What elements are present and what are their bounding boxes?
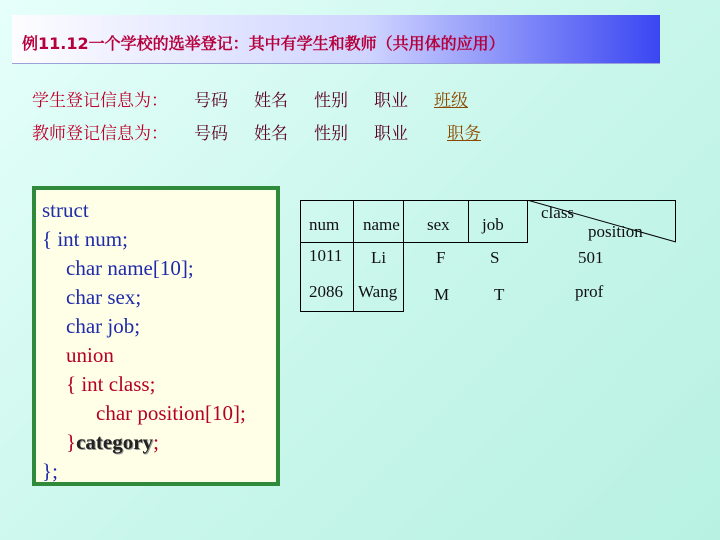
row2-name: Wang <box>358 282 398 301</box>
col-divider-1 <box>353 200 354 312</box>
table-header-rule <box>300 242 528 243</box>
title-bar <box>12 15 660 63</box>
teacher-field-occupation: 职业 <box>374 124 408 144</box>
teacher-field-gender: 性别 <box>314 124 348 144</box>
header-class: class <box>541 203 575 222</box>
code-line-class: { int class; <box>66 372 156 396</box>
student-field-number: 号码 <box>194 91 228 111</box>
code-line-num: { int num; <box>42 227 128 251</box>
row1-name: Li <box>371 248 387 267</box>
header-name: name <box>363 215 400 234</box>
header-num: num <box>309 215 340 234</box>
row2-num: 2086 <box>309 282 343 301</box>
row2-category: prof <box>575 282 604 301</box>
table-border-bottom <box>300 311 404 312</box>
row1-job: S <box>490 248 500 267</box>
header-job: job <box>482 215 504 234</box>
teacher-field-position: 职务 <box>447 124 481 144</box>
student-field-gender: 性别 <box>314 91 348 111</box>
header-position: position <box>588 222 643 241</box>
slide-title: 例11.12一个学校的选举登记：其中有学生和教师（共用体的应用） <box>22 34 505 53</box>
code-line-union: union <box>66 343 114 367</box>
student-line-label: 学生登记信息为： <box>32 91 168 111</box>
struct-code-box <box>32 186 280 486</box>
code-semicolon: ; <box>153 430 159 454</box>
row1-num: 1011 <box>309 246 343 265</box>
student-field-name: 姓名 <box>254 91 288 111</box>
row2-job: T <box>494 285 505 304</box>
code-line-job: char job; <box>66 314 141 338</box>
header-sex: sex <box>427 215 450 234</box>
row1-category: 501 <box>578 248 604 267</box>
code-line-name: char name[10]; <box>66 256 194 280</box>
col-divider-3 <box>468 200 469 242</box>
code-line-category <box>66 430 159 454</box>
code-line-end: }; <box>42 459 58 483</box>
teacher-field-name: 姓名 <box>254 124 288 144</box>
col-divider-2 <box>403 200 404 312</box>
category-name: category <box>76 430 154 454</box>
code-line-sex: char sex; <box>66 285 142 309</box>
table-border-left <box>300 200 301 312</box>
code-brace: } <box>66 430 77 454</box>
code-line-position: char position[10]; <box>96 401 246 425</box>
student-field-class: 班级 <box>434 91 468 111</box>
row2-sex: M <box>434 285 450 304</box>
student-field-occupation: 职业 <box>374 91 408 111</box>
teacher-field-number: 号码 <box>194 124 228 144</box>
row1-sex: F <box>436 248 446 267</box>
teacher-line-label: 教师登记信息为： <box>32 124 168 144</box>
code-line-struct: struct <box>42 198 89 222</box>
